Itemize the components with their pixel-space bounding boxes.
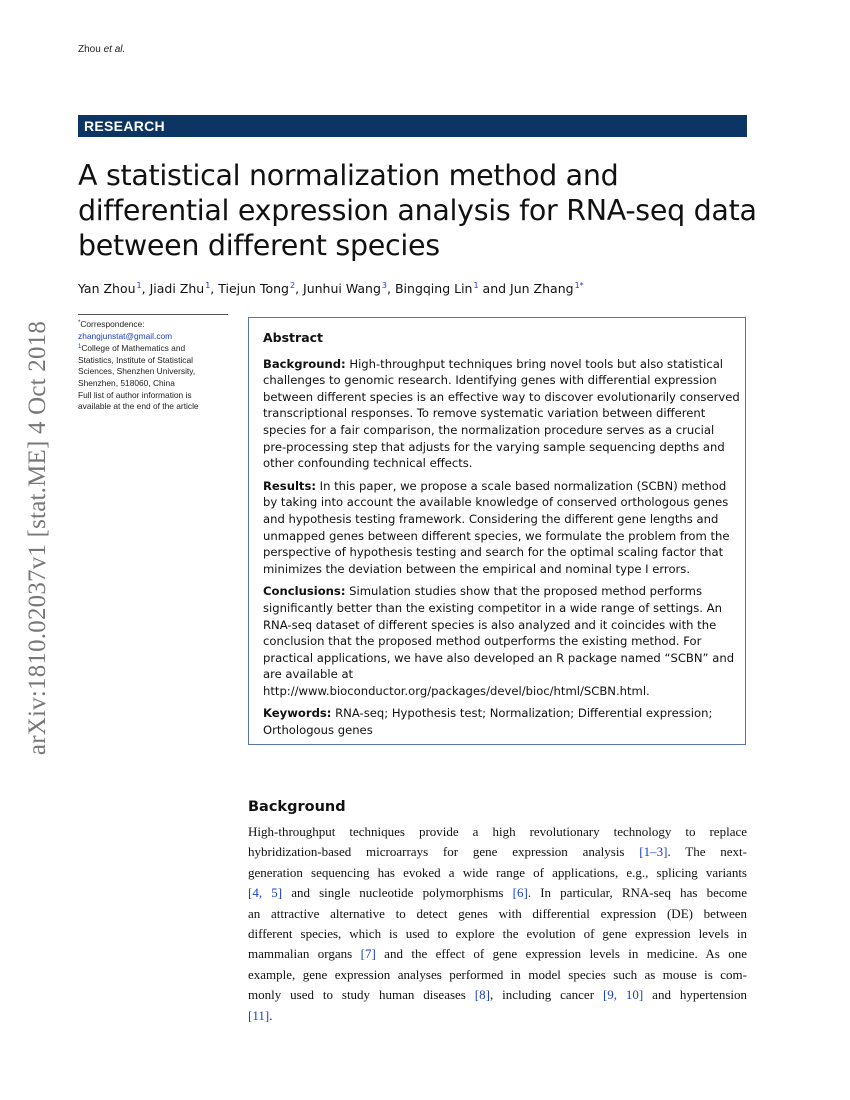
author-separator: , xyxy=(210,281,219,296)
abstract-conclusions xyxy=(263,583,735,699)
abstract-results-label: Results: xyxy=(263,478,316,493)
body-text: hybridization-based microarrays for gene expression analysis xyxy=(248,844,640,860)
author-affiliation-mark: 1 xyxy=(205,281,211,290)
abstract-line: challenges to genomic research. Identifying genes with differential expression xyxy=(263,373,717,388)
author-info-note: Full list of author information is xyxy=(78,389,192,400)
abstract-line: other confounding technical effects. xyxy=(263,456,473,471)
title-line: A statistical normalization method and xyxy=(78,159,619,192)
abstract-line: perspective of hypothesis testing and search for the optimal scaling factor that xyxy=(263,545,724,560)
abstract-line: High-throughput techniques bring novel tools but also statistical xyxy=(345,356,724,371)
background-body xyxy=(248,822,747,1026)
author-separator: , xyxy=(387,281,395,296)
abstract-line: Simulation studies show that the proposed method performs xyxy=(345,584,702,599)
body-text: monly used to study human diseases xyxy=(248,987,475,1003)
body-line xyxy=(248,883,747,903)
section-label-bar xyxy=(78,115,747,137)
author-info-note: available at the end of the article xyxy=(78,401,199,412)
abstract-line: In this paper, we propose a scale based normalization (SCBN) method xyxy=(316,478,727,493)
affiliation-text: College of Mathematics and xyxy=(81,343,186,354)
title-line: differential expression analysis for RNA-seq data xyxy=(78,194,757,227)
abstract-content xyxy=(263,330,740,745)
author-separator: , xyxy=(295,281,304,296)
body-text: and hypertension xyxy=(643,987,747,1003)
abstract-line: unmapped genes between different species, we formulate the problem from the xyxy=(263,528,730,543)
body-text: . In particular, RNA-seq has become xyxy=(527,885,747,901)
arxiv-stamp xyxy=(20,292,56,784)
paper-title xyxy=(78,158,758,263)
body-line xyxy=(248,1006,747,1026)
body-line: an attractive alternative to detect genes with differential expression (DE) between xyxy=(248,905,747,921)
running-head-etal: et al. xyxy=(103,44,126,55)
citation-link[interactable]: [11] xyxy=(248,1007,270,1023)
background-heading: Background xyxy=(248,799,346,815)
affiliation-text: Sciences, Shenzhen University, xyxy=(78,366,196,377)
body-text: mammalian organs xyxy=(248,946,361,962)
body-text: , including cancer xyxy=(489,987,603,1003)
body-line: example, gene expression analyses performed in model species such as mouse is com- xyxy=(248,966,747,982)
citation-link[interactable]: [7] xyxy=(360,946,376,962)
sidebar-rule xyxy=(78,314,228,315)
body-text: and the effect of gene expression levels in medicine. As one xyxy=(375,946,747,962)
citation-link[interactable]: [8] xyxy=(474,987,490,1003)
author-affiliation-mark: 1 xyxy=(136,281,142,290)
author-affiliation-mark: 1 xyxy=(473,281,479,290)
running-head-author: Zhou xyxy=(78,44,101,55)
body-line: generation sequencing has evoked a wide range of applications, e.g., splicing variants xyxy=(248,864,747,880)
arxiv-stamp-text: arXiv:1810.02037v1 [stat.ME] 4 Oct 2018 xyxy=(24,320,51,756)
body-line xyxy=(248,985,747,1005)
affiliation-mark: 1 xyxy=(78,344,82,351)
abstract-line: significantly better than the existing competitor in a wide range of settings. An xyxy=(263,600,722,615)
correspondence-email-link[interactable]: zhangjunstat@gmail.com xyxy=(78,330,173,341)
affiliation-line xyxy=(78,342,228,355)
affiliation-text: Statistics, Institute of Statistical xyxy=(78,354,193,365)
abstract-box xyxy=(248,317,746,745)
abstract-line: transcriptional responses. To remove systematic variation between different xyxy=(263,406,706,421)
abstract-line: species for a fair comparison, the normalization procedure serves as a crucial xyxy=(263,422,715,437)
abstract-keywords-label: Keywords: xyxy=(263,706,332,721)
author-affiliation-mark: 1* xyxy=(574,281,584,290)
abstract-line: RNA-seq dataset of different species is also analyzed and it coincides with the xyxy=(263,617,717,632)
author-separator: and xyxy=(478,281,511,296)
abstract-line: between different species is an effective way to discover evolutionarily conserved xyxy=(263,389,740,404)
author-name: Jun Zhang xyxy=(510,281,574,296)
correspondence-label: Correspondence: xyxy=(80,319,145,329)
abstract-line: by taking into account the available knowledge of conserved orthologous genes xyxy=(263,495,729,510)
author-list xyxy=(78,281,758,296)
abstract-line: conclusion that the proposed method outperforms the existing method. For xyxy=(263,634,702,649)
author-name: Bingqing Lin xyxy=(394,281,473,296)
package-url-link[interactable]: http://www.bioconductor.org/packages/devel/bioc/html/SCBN.html. xyxy=(263,683,650,698)
abstract-background xyxy=(263,356,740,472)
correspondence-line xyxy=(78,318,228,331)
author-name: Jiadi Zhu xyxy=(149,281,205,296)
abstract-results xyxy=(263,478,735,578)
abstract-line: Orthologous genes xyxy=(263,723,373,738)
running-head xyxy=(78,44,125,55)
affiliation-text: Shenzhen, 518060, China xyxy=(78,377,175,388)
abstract-conclusions-label: Conclusions: xyxy=(263,584,346,599)
body-text: and single nucleotide polymorphisms xyxy=(282,885,513,901)
abstract-line: minimizes the deviation between the empirical and nominal type I errors. xyxy=(263,561,691,576)
section-label: RESEARCH xyxy=(84,118,165,134)
abstract-line: practical applications, we have also developed an R package named “SCBN” and xyxy=(263,650,735,665)
author-name: Tiejun Tong xyxy=(218,281,289,296)
body-text: . The next- xyxy=(667,844,747,860)
title-line: between different species xyxy=(78,229,440,262)
body-line: different species, which is used to explore the evolution of gene expression levels in xyxy=(248,925,747,941)
author-affiliation-mark: 3 xyxy=(381,281,388,290)
body-line xyxy=(248,944,747,964)
body-text: . xyxy=(269,1007,273,1023)
abstract-line: are available at xyxy=(263,667,354,682)
author-separator: , xyxy=(141,281,150,296)
citation-link[interactable]: [6] xyxy=(512,885,528,901)
abstract-keywords xyxy=(263,705,735,738)
body-line: High-throughput techniques provide a high revolutionary technology to replace xyxy=(248,824,747,839)
author-name: Yan Zhou xyxy=(78,281,136,296)
body-line xyxy=(248,842,747,862)
author-name: Junhui Wang xyxy=(303,281,381,296)
citation-link[interactable]: [9, 10] xyxy=(602,987,644,1003)
author-info-sidebar xyxy=(78,314,228,413)
abstract-heading: Abstract xyxy=(263,330,324,345)
correspondence-mark: * xyxy=(78,320,81,326)
citation-link[interactable]: [1–3] xyxy=(639,844,668,860)
citation-link[interactable]: [4, 5] xyxy=(248,885,283,901)
abstract-line: RNA-seq; Hypothesis test; Normalization; Differential expression; xyxy=(331,706,713,721)
abstract-background-label: Background: xyxy=(263,356,346,371)
abstract-line: pre-processing step that adjusts for the varying sample sequencing depths and xyxy=(263,439,725,454)
author-affiliation-mark: 2 xyxy=(289,281,296,290)
abstract-line: and hypothesis testing framework. Considering the different gene lengths and xyxy=(263,511,719,526)
